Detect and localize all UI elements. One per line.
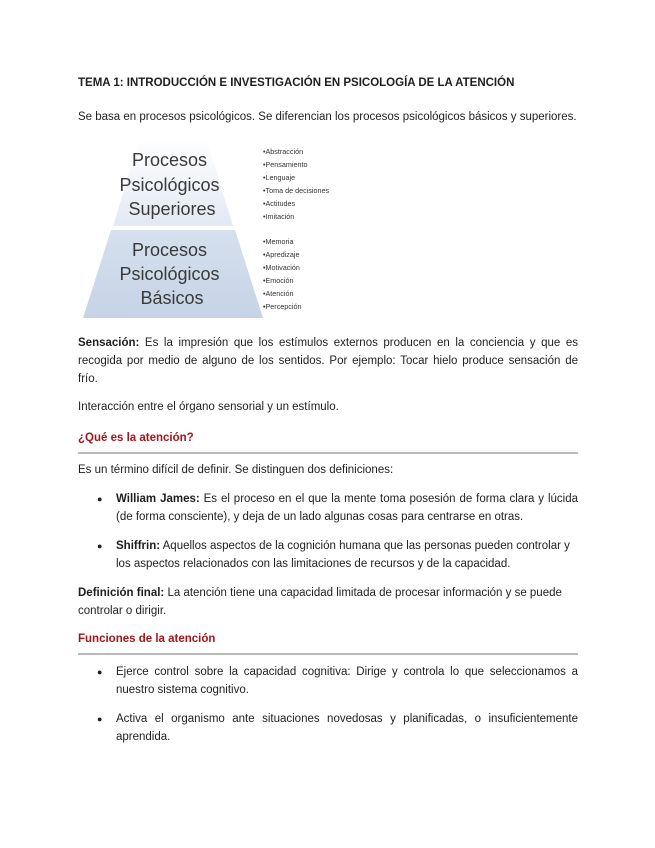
svg-text:•Percepción: •Percepción [263,302,302,311]
pyramid-bottom-label: Procesos Psicológicos Básicos [119,240,220,308]
definition-author: Shiffrin: [116,540,161,552]
svg-text:•Pensamiento: •Pensamiento [263,160,308,169]
heading-que-es-la-atencion: ¿Qué es la atención? [78,432,194,444]
svg-text:•Toma de decisiones: •Toma de decisiones [263,186,330,195]
sensacion-text: Es la impresión que los estímulos externos producen en la conciencia y que es recogida por medio de alguno de los sentidos. Por ejemplo: Tocar hielo produce sensación de frío. [78,337,578,385]
basic-processes-list [263,237,301,311]
svg-text:•Motivación: •Motivación [263,263,300,272]
svg-text:•Atención: •Atención [263,289,294,298]
definition-author: William James: [116,493,200,505]
bullet-symbol: ● [97,494,103,504]
definition-item-william-james [116,490,578,526]
page-title: TEMA 1: INTRODUCCIÓN E INVESTIGACIÓN EN PSICOLOGÍA DE LA ATENCIÓN [78,77,515,89]
bullet-symbol: ● [97,667,103,677]
svg-text:•Abstracción: •Abstracción [263,147,304,156]
svg-text:•Apredizaje: •Apredizaje [263,250,300,259]
definition-text: Aquellos aspectos de la cognición humana que las personas pueden controlar y los aspectos relacionados con las limitaciones de recursos y de la capacidad. [116,540,570,570]
sensacion-paragraph [78,334,578,388]
svg-text:•Memoria: •Memoria [263,237,294,246]
interaccion-paragraph: Interacción entre el órgano sensorial y un estímulo. [78,401,339,413]
heading-funciones-de-la-atencion: Funciones de la atención [78,633,216,645]
intro-paragraph: Se basa en procesos psicológicos. Se diferencian los procesos psicológicos básicos y superiores. [78,111,577,123]
bullet-symbol: ● [97,541,103,551]
svg-text:•Emoción: •Emoción [263,276,294,285]
svg-text:•Imitación: •Imitación [263,212,295,221]
function-item: Ejerce control sobre la capacidad cognitiva: Dirige y controla lo que seleccionamos a nuestro sistema cognitivo. [116,666,578,696]
section-divider [78,653,578,655]
bullet-symbol: ● [97,714,103,724]
sensacion-term: Sensación: [78,337,140,349]
function-item: Activa el organismo ante situaciones novedosas y planificadas, o insuficientemente aprendida. [116,713,578,743]
processes-pyramid-diagram [78,138,368,320]
definicion-final-text: La atención tiene una capacidad limitada de procesar información y se puede controlar o dirigir. [78,587,562,617]
definition-item-shiffrin [116,537,578,573]
definiciones-intro: Es un término difícil de definir. Se distinguen dos definiciones: [78,464,394,476]
section-divider [78,452,578,454]
svg-text:•Lenguaje: •Lenguaje [263,173,296,182]
superior-processes-list [263,147,329,221]
definicion-final-paragraph [78,584,578,620]
definition-text: Es el proceso en el que la mente toma posesión de forma clara y lúcida (de forma consciente), y deja de un lado algunas cosas para centrarse en otras. [116,493,578,523]
pyramid-top-label: Procesos Psicológicos Superiores [119,150,220,219]
definicion-final-term: Definición final: [78,587,165,599]
svg-text:•Actitudes: •Actitudes [263,199,296,208]
